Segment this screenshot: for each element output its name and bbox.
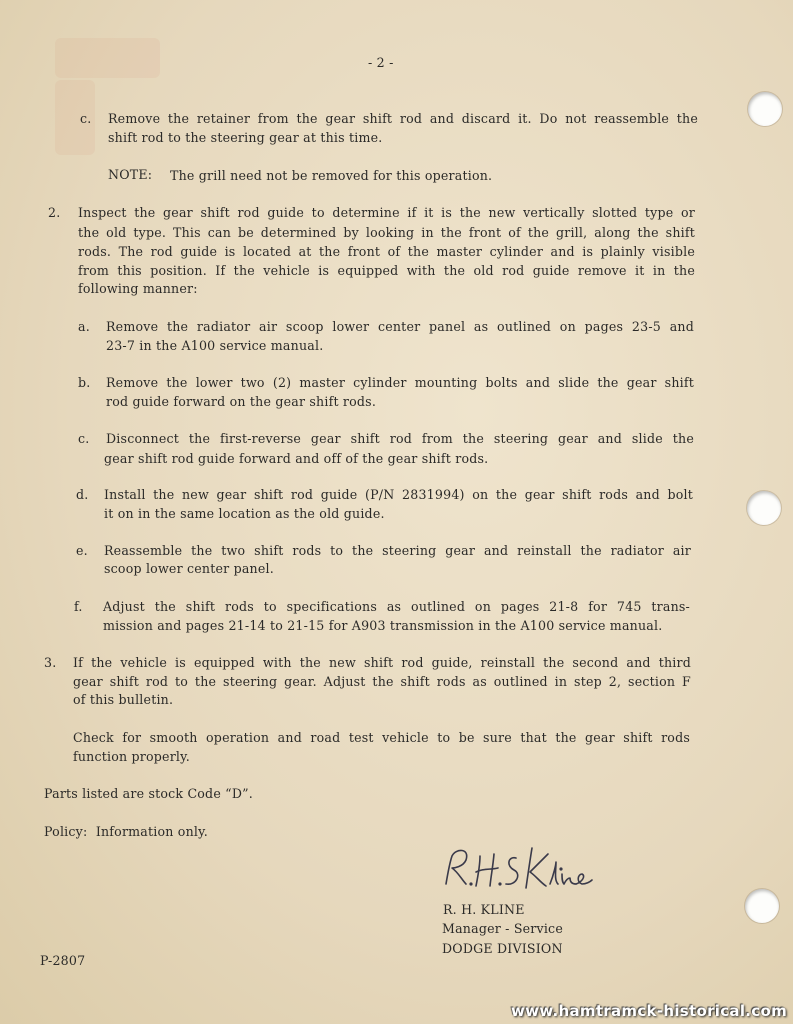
step-text-line: rods. The rod guide is located at the front of the master cylinder and is plainly visible	[78, 244, 695, 259]
substep-text-line: 23-7 in the A100 service manual.	[106, 338, 324, 353]
step-text-line: the old type. This can be determined by looking in the front of the grill, along the shift	[78, 225, 695, 240]
substep-text-line: Remove the lower two (2) master cylinder mounting bolts and slide the gear shift	[106, 375, 694, 390]
substep-marker: d.	[76, 487, 89, 502]
page-number: - 2 -	[368, 55, 394, 70]
check-text-line: Check for smooth operation and road test vehicle to be sure that the gear shift rods	[73, 730, 690, 745]
binder-hole-middle	[747, 491, 781, 525]
note-text: The grill need not be removed for this operation.	[170, 168, 493, 183]
step-marker: c.	[80, 111, 92, 126]
step-text-line: If the vehicle is equipped with the new shift rod guide, reinstall the second and third	[73, 655, 691, 670]
substep-text-line: rod guide forward on the gear shift rods.	[106, 394, 377, 409]
step-marker: 3.	[44, 655, 57, 670]
substep-text-line: mission and pages 21-14 to 21-15 for A903 transmission in the A100 service manual.	[103, 618, 663, 633]
step-text-line: following manner:	[78, 281, 198, 296]
signer-division: DODGE DIVISION	[442, 941, 563, 956]
step-text-line: from this position. If the vehicle is equipped with the old rod guide remove it in the	[78, 263, 695, 278]
substep-marker: b.	[78, 375, 91, 390]
substep-marker: e.	[76, 543, 88, 558]
check-text-line: function properly.	[73, 749, 190, 764]
step-text-line: Inspect the gear shift rod guide to determine if it is the new vertically slotted type or	[78, 205, 695, 220]
binder-hole-bottom	[745, 889, 779, 923]
substep-text-line: Install the new gear shift rod guide (P/N 2831994) on the gear shift rods and bolt	[104, 487, 693, 502]
signer-name: R. H. KLINE	[443, 902, 525, 917]
note-label: NOTE:	[108, 167, 153, 182]
substep-text-line: Adjust the shift rods to specifications as outlined on pages 21-8 for 745 trans-	[103, 599, 690, 614]
substep-text-line: Disconnect the first-reverse gear shift rod from the steering gear and slide the	[106, 431, 694, 446]
step-text-line: of this bulletin.	[73, 692, 174, 707]
substep-marker: c.	[78, 431, 90, 446]
site-watermark: www.hamtramck-historical.com	[511, 1002, 787, 1020]
handwritten-signature	[436, 840, 596, 895]
step-text-line: shift rod to the steering gear at this time.	[108, 130, 383, 145]
substep-text-line: Reassemble the two shift rods to the steering gear and reinstall the radiator air	[104, 543, 691, 558]
substep-text-line: Remove the radiator air scoop lower center panel as outlined on pages 23-5 and	[106, 319, 694, 334]
substep-text-line: gear shift rod guide forward and off of the gear shift rods.	[104, 451, 489, 466]
signer-title: Manager - Service	[442, 921, 563, 936]
substep-marker: a.	[78, 319, 90, 334]
substep-text-line: scoop lower center panel.	[104, 561, 274, 576]
bulletin-code: P-2807	[40, 953, 86, 968]
policy-line: Policy: Information only.	[44, 824, 208, 839]
bleed-through-mark	[55, 38, 160, 78]
substep-marker: f.	[74, 599, 83, 614]
step-marker: 2.	[48, 205, 61, 220]
binder-hole-top	[748, 92, 782, 126]
substep-text-line: it on in the same location as the old guide.	[104, 506, 385, 521]
parts-line: Parts listed are stock Code “D”.	[44, 786, 253, 801]
step-text-line: gear shift rod to the steering gear. Adjust the shift rods as outlined in step 2, section F	[73, 674, 691, 689]
step-text-line: Remove the retainer from the gear shift rod and discard it. Do not reassemble the	[108, 111, 698, 126]
